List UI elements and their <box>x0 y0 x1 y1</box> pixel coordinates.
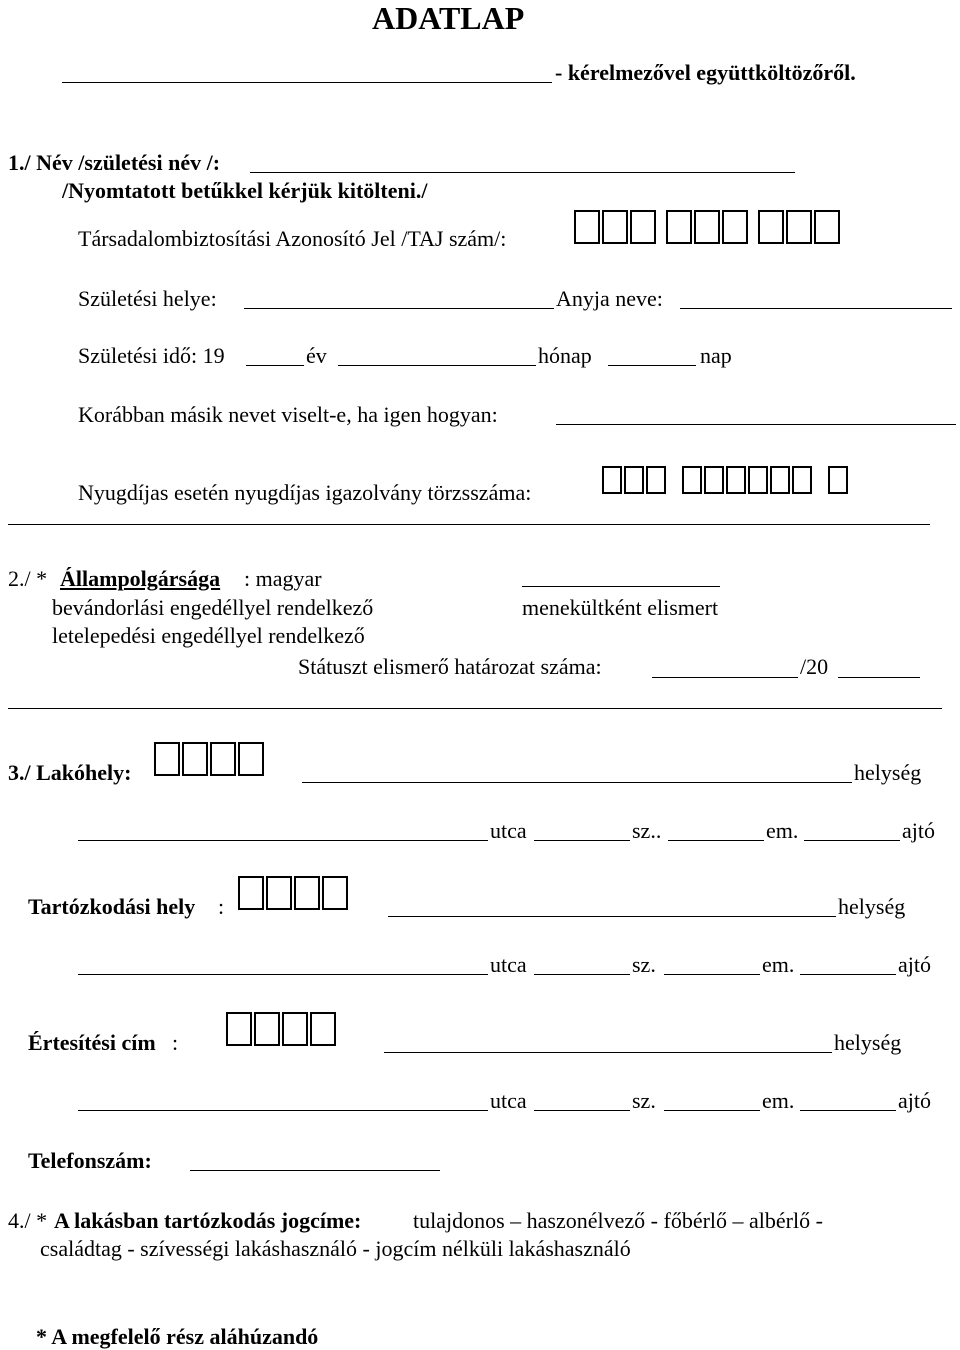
ertesitesi-floor-field[interactable] <box>664 1110 760 1111</box>
digit-box[interactable] <box>792 466 812 494</box>
digit-box[interactable] <box>154 742 180 776</box>
tartozkodasi-label: Tartózkodási hely <box>28 894 196 919</box>
taj-boxes[interactable] <box>574 210 842 244</box>
digit-box[interactable] <box>786 210 812 244</box>
lakohely-city-field[interactable] <box>302 782 852 783</box>
digit-box[interactable] <box>758 210 784 244</box>
digit-box[interactable] <box>704 466 724 494</box>
name-label: 1./ Név /születési név /: <box>8 150 221 175</box>
ertesitesi-label: Értesítési cím <box>28 1030 156 1055</box>
month-label: hónap <box>538 343 592 368</box>
digit-box[interactable] <box>770 466 790 494</box>
jogcim-options-line2: családtag - szívességi lakáshasználó - jogcím nélküli lakáshasználó <box>40 1236 631 1261</box>
subtitle-blank[interactable] <box>62 82 552 83</box>
footnote: * A megfelelő rész aláhúzandó <box>36 1324 319 1349</box>
sz-label: sz. <box>632 1088 656 1113</box>
subtitle: - kérelmezővel együttköltözőről. <box>555 60 856 85</box>
citizenship-label: Állampolgársága <box>60 566 221 591</box>
digit-box[interactable] <box>748 466 768 494</box>
mother-field[interactable] <box>680 308 952 309</box>
status-number-field[interactable] <box>652 677 798 678</box>
digit-box[interactable] <box>694 210 720 244</box>
taj-label: Társadalombiztosítási Azonosító Jel /TAJ szám/: <box>78 226 507 251</box>
tartozkodasi-street-field[interactable] <box>78 974 488 975</box>
settlement-option: letelepedési engedéllyel rendelkező <box>52 623 365 648</box>
status-year-field[interactable] <box>838 677 920 678</box>
utca-label: utca <box>490 1088 527 1113</box>
ertesitesi-city-field[interactable] <box>384 1052 832 1053</box>
tartozkodasi-number-field[interactable] <box>534 974 630 975</box>
utca-label: utca <box>490 952 527 977</box>
digit-box[interactable] <box>602 210 628 244</box>
digit-box[interactable] <box>828 466 848 494</box>
birth-day-field[interactable] <box>608 365 696 366</box>
helyseg-label: helység <box>834 1030 902 1055</box>
sz-label: sz. <box>632 952 656 977</box>
digit-box[interactable] <box>266 876 292 910</box>
sz-label: sz.. <box>632 818 662 843</box>
digit-box[interactable] <box>226 1012 252 1046</box>
pension-boxes[interactable] <box>602 466 850 494</box>
tartozkodasi-colon: : <box>218 894 225 919</box>
year-label: év <box>306 343 327 368</box>
telefon-label: Telefonszám: <box>28 1148 152 1173</box>
status-year: /20 <box>800 654 829 679</box>
birth-year-field[interactable] <box>246 365 304 366</box>
digit-box[interactable] <box>624 466 644 494</box>
citizenship-magyar: : magyar <box>244 566 322 591</box>
ajto-label: ajtó <box>898 952 931 977</box>
ertesitesi-door-field[interactable] <box>800 1110 896 1111</box>
status-label: Státuszt elismerő határozat száma: <box>298 654 602 679</box>
other-name-label: Korábban másik nevet viselt-e, ha igen hogyan: <box>78 402 498 427</box>
ajto-label: ajtó <box>902 818 935 843</box>
digit-box[interactable] <box>814 210 840 244</box>
other-name-field[interactable] <box>556 424 956 425</box>
digit-box[interactable] <box>630 210 656 244</box>
name-field[interactable] <box>250 172 795 173</box>
tartozkodasi-floor-field[interactable] <box>664 974 760 975</box>
section2-extra-line[interactable] <box>8 708 942 709</box>
helyseg-label: helység <box>854 760 922 785</box>
digit-box[interactable] <box>182 742 208 776</box>
birth-date-label: Születési idő: 19 <box>78 343 225 368</box>
lakohely-label: 3./ Lakóhely: <box>8 760 132 785</box>
tartozkodasi-door-field[interactable] <box>800 974 896 975</box>
utca-label: utca <box>490 818 527 843</box>
ajto-label: ajtó <box>898 1088 931 1113</box>
digit-box[interactable] <box>254 1012 280 1046</box>
digit-box[interactable] <box>294 876 320 910</box>
digit-box[interactable] <box>210 742 236 776</box>
refugee-option: menekültként elismert <box>522 595 719 620</box>
ertesitesi-number-field[interactable] <box>534 1110 630 1111</box>
lakohely-number-field[interactable] <box>534 840 630 841</box>
print-note: /Nyomtatott betűkkel kérjük kitölteni./ <box>62 178 428 203</box>
digit-box[interactable] <box>722 210 748 244</box>
citizenship-blank[interactable] <box>522 586 720 587</box>
immigration-option: bevándorlási engedéllyel rendelkező <box>52 595 374 620</box>
section4-num: 4./ * <box>8 1208 48 1233</box>
digit-box[interactable] <box>682 466 702 494</box>
telefon-field[interactable] <box>190 1170 440 1171</box>
lakohely-street-field[interactable] <box>78 840 488 841</box>
mother-label: Anyja neve: <box>556 286 663 311</box>
digit-box[interactable] <box>574 210 600 244</box>
lakohely-door-field[interactable] <box>804 840 900 841</box>
digit-box[interactable] <box>646 466 666 494</box>
helyseg-label: helység <box>838 894 906 919</box>
digit-box[interactable] <box>666 210 692 244</box>
digit-box[interactable] <box>238 876 264 910</box>
digit-box[interactable] <box>322 876 348 910</box>
lakohely-floor-field[interactable] <box>668 840 764 841</box>
section2-num: 2./ * <box>8 566 48 591</box>
digit-box[interactable] <box>726 466 746 494</box>
page-title: ADATLAP <box>372 0 525 36</box>
digit-box[interactable] <box>310 1012 336 1046</box>
digit-box[interactable] <box>602 466 622 494</box>
birth-month-field[interactable] <box>338 365 536 366</box>
birth-place-label: Születési helye: <box>78 286 217 311</box>
ertesitesi-street-field[interactable] <box>78 1110 488 1111</box>
digit-box[interactable] <box>238 742 264 776</box>
tartozkodasi-city-field[interactable] <box>388 916 836 917</box>
lakohely-zip-boxes[interactable] <box>154 742 266 776</box>
day-label: nap <box>700 343 732 368</box>
digit-box[interactable] <box>282 1012 308 1046</box>
tartozkodasi-zip-boxes[interactable] <box>238 876 350 910</box>
ertesitesi-colon: : <box>172 1030 179 1055</box>
jogcim-options-line1: tulajdonos – haszonélvező - főbérlő – albérlő - <box>413 1208 823 1233</box>
em-label: em. <box>762 1088 795 1113</box>
birth-place-field[interactable] <box>244 308 554 309</box>
ertesitesi-zip-boxes[interactable] <box>226 1012 338 1046</box>
pension-label: Nyugdíjas esetén nyugdíjas igazolvány törzsszáma: <box>78 480 532 505</box>
em-label: em. <box>762 952 795 977</box>
section1-extra-line[interactable] <box>8 524 930 525</box>
em-label: em. <box>766 818 799 843</box>
jogcim-label: A lakásban tartózkodás jogcíme: <box>54 1208 362 1233</box>
